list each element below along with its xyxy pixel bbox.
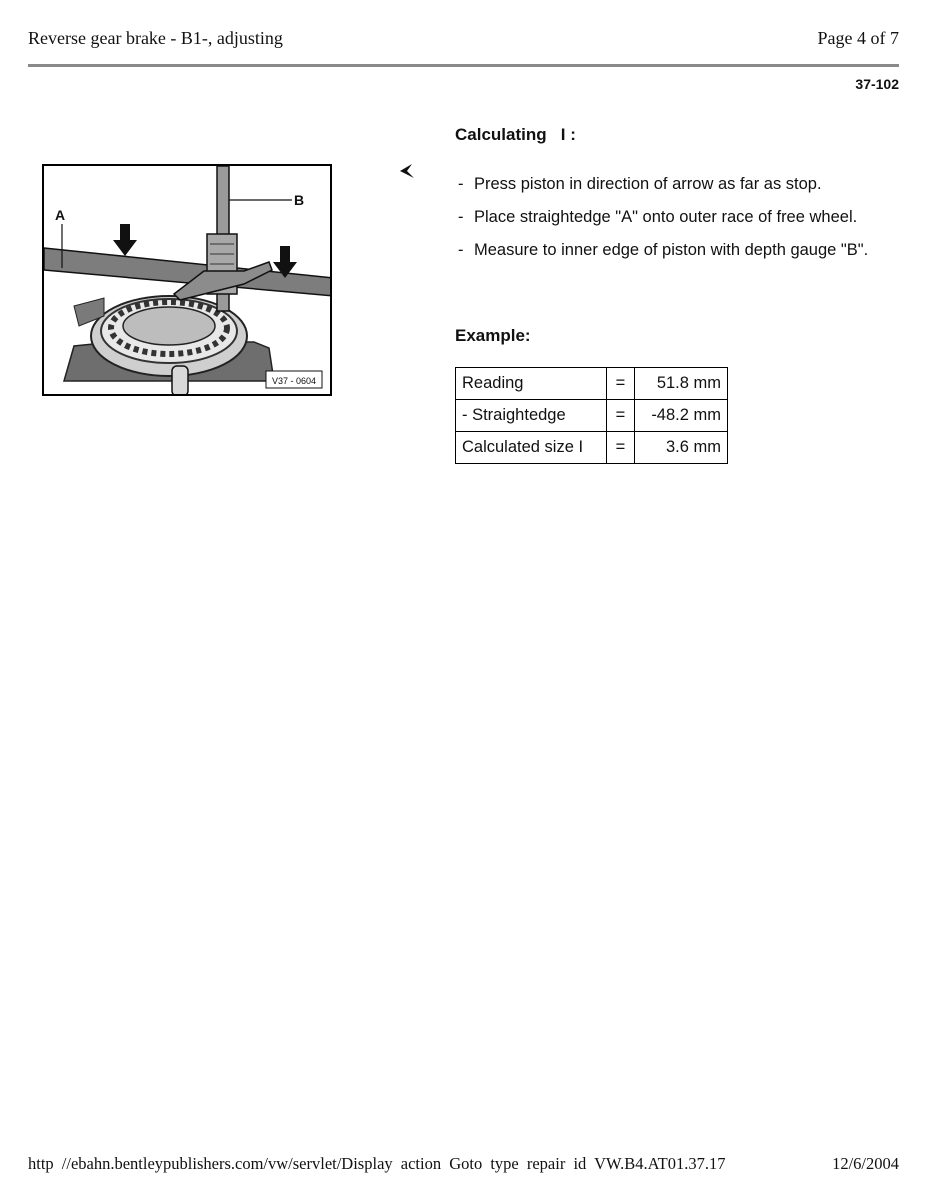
step-text: Press piston in direction of arrow as far as stop. (474, 175, 822, 193)
illustration (42, 164, 332, 396)
header-rule (28, 64, 899, 67)
step-text: Measure to inner edge of piston with depth gauge "B". (474, 241, 869, 259)
pointer-arrow-icon (398, 163, 416, 181)
bearing-inner (123, 307, 215, 345)
row-equals: = (607, 400, 635, 432)
table-row (456, 432, 728, 464)
row-value: 3.6 mm (635, 432, 728, 464)
section-heading: Calculating I : (455, 125, 576, 144)
row-equals: = (607, 432, 635, 464)
list-item (458, 207, 888, 228)
calculation-table (455, 367, 728, 464)
row-value: 51.8 mm (635, 368, 728, 400)
row-label: Calculated size I (456, 432, 607, 464)
row-label: - Straightedge (456, 400, 607, 432)
list-item (458, 240, 888, 261)
row-value: -48.2 mm (635, 400, 728, 432)
list-dash: - (458, 241, 464, 259)
press-arrow-left (113, 224, 137, 256)
figure-ref: V37 - 0604 (271, 376, 317, 386)
page-number: Page 4 of 7 (817, 28, 899, 48)
footer-url: http //ebahn.bentleypublishers.com/vw/servlet/Display action Goto type repair id VW.B4.AT01.37.17 (28, 1154, 726, 1173)
table-row (456, 368, 728, 400)
footer-date: 12/6/2004 (832, 1154, 899, 1173)
section-code: 37-102 (855, 76, 899, 92)
knob (172, 366, 188, 396)
label-a: A (55, 207, 66, 223)
table-row (456, 400, 728, 432)
document-title: Reverse gear brake - B1-, adjusting (28, 28, 283, 48)
depth-gauge-illustration (44, 166, 332, 396)
example-heading: Example: (455, 326, 531, 345)
row-equals: = (607, 368, 635, 400)
list-dash: - (458, 208, 464, 226)
label-b: B (294, 192, 305, 208)
row-label: Reading (456, 368, 607, 400)
footer (28, 1154, 899, 1174)
step-text: Place straightedge "A" onto outer race of free wheel. (474, 208, 858, 226)
instruction-list (458, 174, 888, 273)
list-item (458, 174, 888, 195)
list-dash: - (458, 175, 464, 193)
